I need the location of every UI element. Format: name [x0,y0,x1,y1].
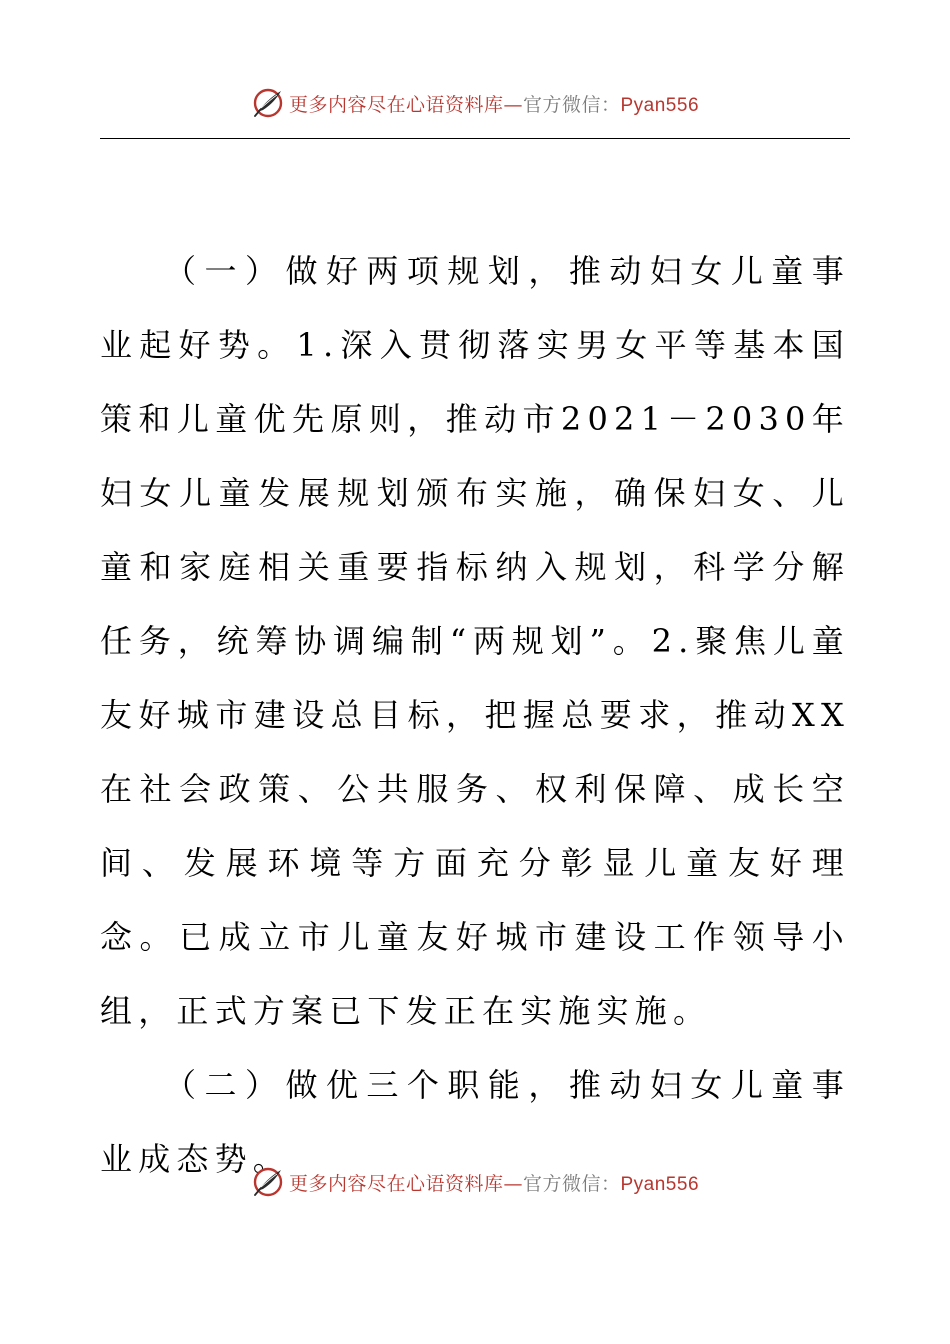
wechat-label: 官方微信： [522,93,621,116]
document-body [100,234,850,1196]
separator-dash: — [503,93,523,116]
site-name: 更多内容尽在心语资料库 [288,1172,504,1195]
footer-banner [0,1162,950,1202]
feather-pen-logo-icon [251,1165,285,1199]
feather-pen-logo-icon [251,86,285,120]
footer-banner-text [289,1169,699,1196]
wechat-label: 官方微信： [522,1172,621,1195]
paragraph-1: （一）做好两项规划，推动妇女儿童事业起好势。1.深入贯彻落实男女平等基本国策和儿童优先原则，推动市2021－2030年妇女儿童发展规划颁布实施，确保妇女、儿童和家庭相关重要指标纳入规划，科学分解任务，统筹协调编制“两规划”。2.聚焦儿童友好城市建设总目标，把握总要求，推动XX在社会政策、公共服务、权利保障、成长空间、发展环境等方面充分彰显儿童友好理念。已成立市儿童友好城市建设工作领导小组，正式方案已下发正在实施实施。 [100,252,850,1030]
header-divider [100,138,850,139]
separator-dash: — [503,1172,523,1195]
site-name: 更多内容尽在心语资料库 [288,93,504,116]
wechat-id: Pyan556 [620,94,700,116]
wechat-id: Pyan556 [620,1173,700,1195]
header-banner-text [289,90,699,117]
header-banner [0,83,950,123]
paragraph-2: （二）做优三个职能，推动妇女儿童事业成态势。 [100,1066,850,1178]
